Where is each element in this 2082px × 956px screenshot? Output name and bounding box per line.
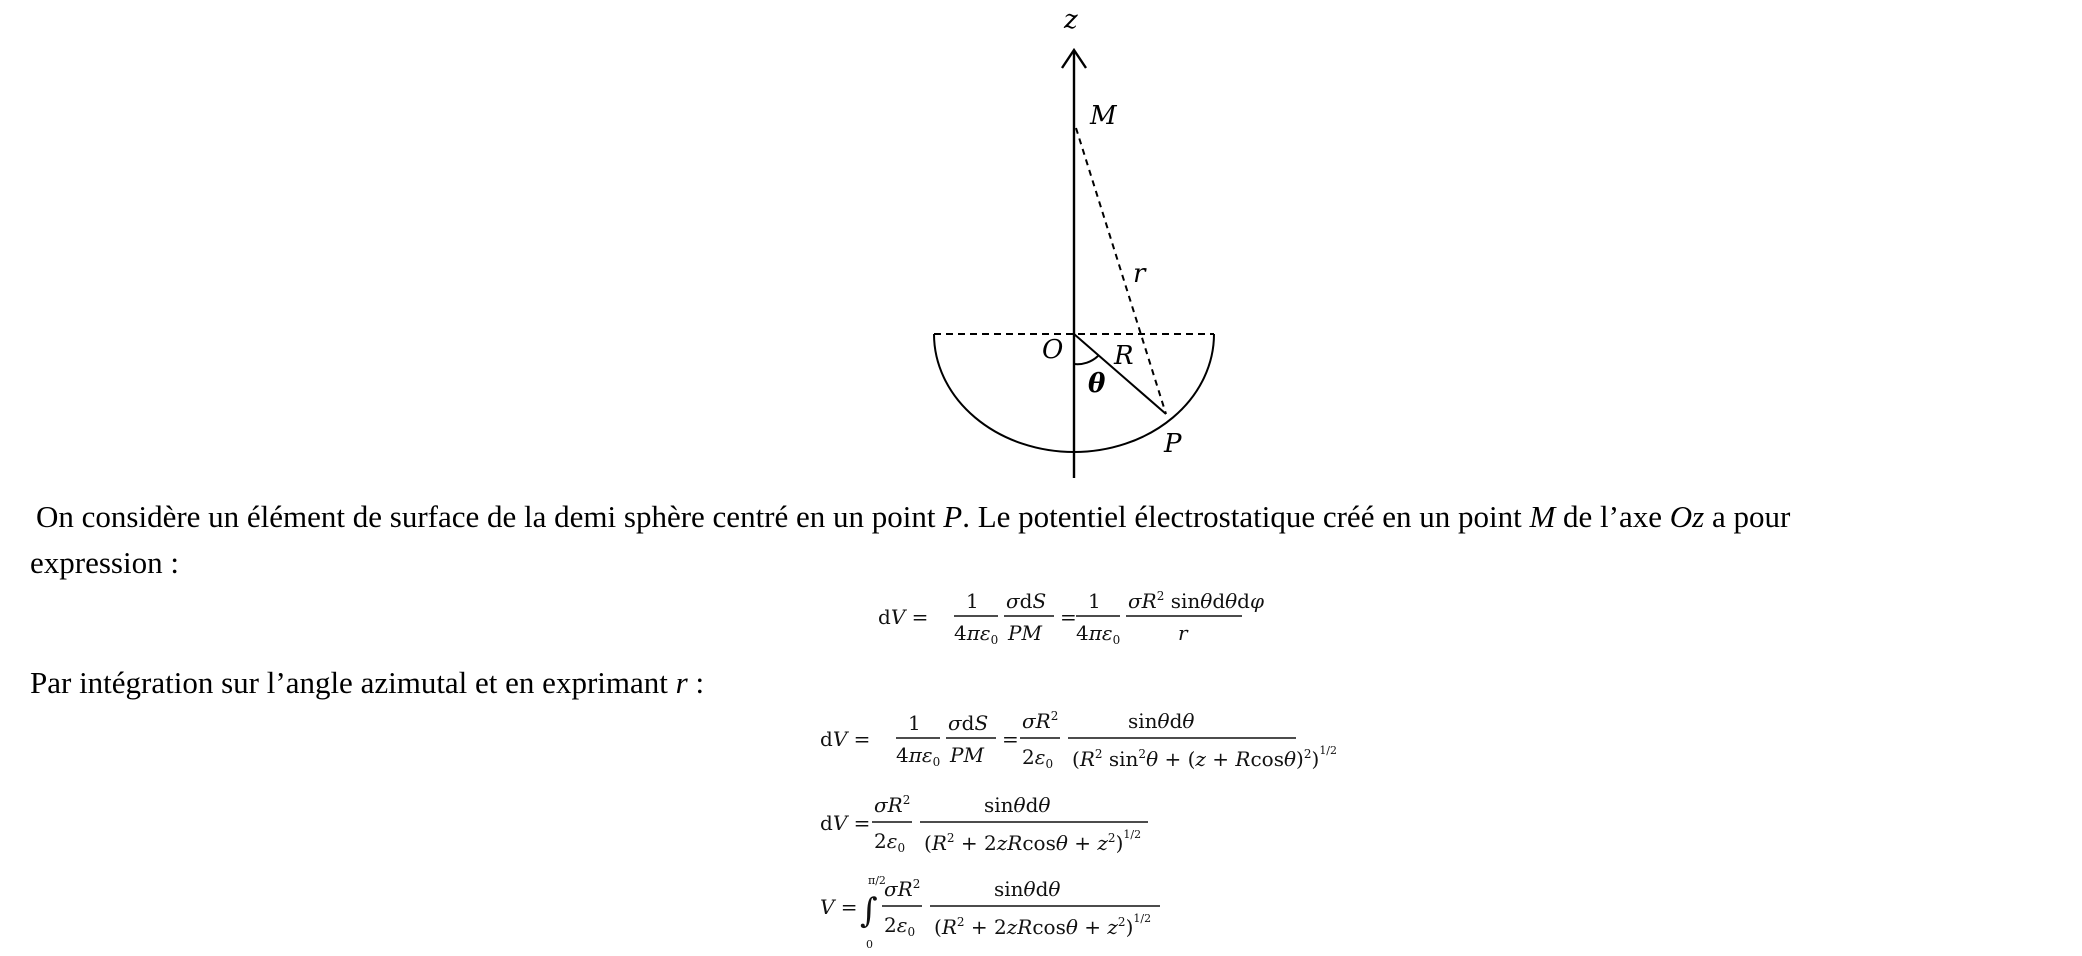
label-r: r <box>1133 259 1146 289</box>
svg-text:σR2 sinθdθdφ: $\sigma R^2$ sinθdθdφ <box>1128 589 1264 613</box>
svg-text:2ε0: $2\varepsilon_0$ <box>884 913 916 939</box>
svg-text:PM: PM <box>950 743 984 767</box>
paragraph-integration: Par intégration sur l’angle azimutal et en exprimant r : <box>30 665 705 700</box>
svg-text:4πε0: $4\pi\varepsilon_0$ <box>896 743 941 769</box>
svg-text:dV =: dV = <box>878 605 929 629</box>
svg-text:π/2: π/2 <box>868 874 886 887</box>
svg-text:sinθdθ: sinθdθ <box>984 793 1051 817</box>
svg-text:1: 1 <box>908 711 921 735</box>
z-axis-label: z <box>1064 5 1078 35</box>
label-theta: θ <box>1088 369 1106 399</box>
label-O: O <box>1042 335 1064 365</box>
svg-text:(R2 + 2zRcosθ + z2)1/2: $(R^2 + 2zRcos\theta + z^2)^{1/2}$ <box>924 828 1142 855</box>
svg-text:dV =: dV = <box>820 811 871 835</box>
paragraph-intro: On considère un élément de surface de la demi sphère centré en un point P. Le potentiel électrostatique créé en un point M de l’axe Oz a pour <box>36 499 1791 534</box>
svg-text:sinθdθ: sinθdθ <box>994 877 1061 901</box>
svg-text:0: 0 <box>866 938 873 951</box>
label-M: M <box>1090 101 1117 131</box>
svg-text:dV =: dV = <box>820 727 871 751</box>
svg-text:(R2 + 2zRcosθ + z2)1/2: $(R^2 + 2zRcos\theta + z^2)^{1/2}$ <box>934 912 1152 939</box>
svg-text:=: = <box>1002 727 1019 751</box>
svg-text:(R2 sin2θ + (z + Rcosθ)2)1/2: ($R^2$ $\sin^2\theta + (z + Rcos\theta)^2)^{1/2}$ <box>1072 744 1338 771</box>
svg-text:=: = <box>1060 605 1077 629</box>
label-R: R <box>1114 341 1134 371</box>
svg-text:sinθdθ: sinθdθ <box>1128 709 1195 733</box>
svg-text:1: 1 <box>966 589 979 613</box>
label-P: P <box>1164 429 1182 459</box>
svg-text:2ε0: $2\varepsilon_0$ <box>874 829 906 855</box>
theta-arc <box>1074 356 1098 364</box>
svg-text:σdS: σdS <box>948 711 989 735</box>
svg-text:1: 1 <box>1088 589 1101 613</box>
svg-text:V =: V = <box>820 895 858 919</box>
svg-text:4πε0: $4\pi\varepsilon_0$ <box>954 621 999 647</box>
paragraph-intro-line2: expression : <box>30 545 179 580</box>
svg-text:4πε0: $4\pi\varepsilon_0$ <box>1076 621 1121 647</box>
svg-text:r: r <box>1178 621 1188 645</box>
svg-text:σR2: $\sigma R^2$ <box>1022 709 1059 733</box>
equation-3 <box>816 788 1156 866</box>
svg-text:σdS: σdS <box>1006 589 1047 613</box>
equation-1 <box>874 584 1264 650</box>
svg-text:2ε0: $2\varepsilon_0$ <box>1022 745 1054 771</box>
equation-2 <box>816 704 1338 784</box>
svg-text:σR2: $\sigma R^2$ <box>884 877 921 901</box>
svg-text:PM: PM <box>1008 621 1042 645</box>
svg-text:∫: ∫ <box>860 891 878 931</box>
svg-text:σR2: $\sigma R^2$ <box>874 793 911 817</box>
equation-4 <box>816 870 1176 956</box>
